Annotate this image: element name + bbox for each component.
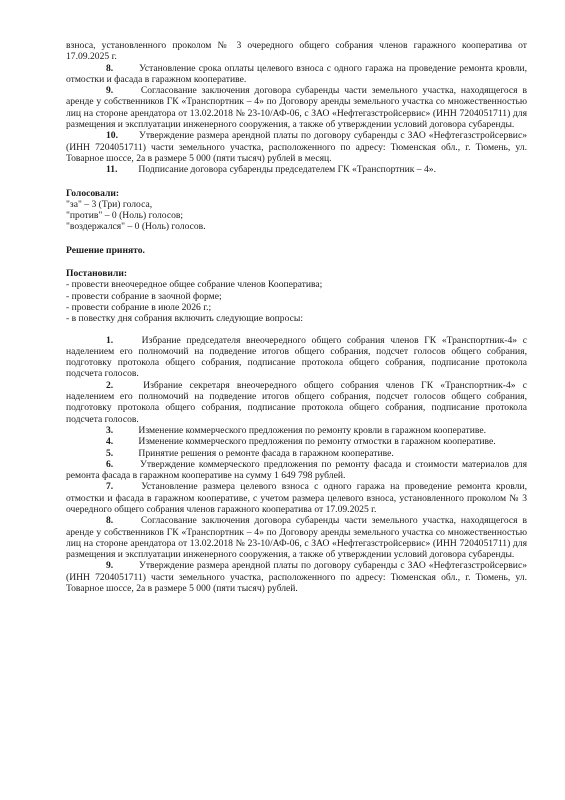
resolved-list xyxy=(66,279,527,324)
agenda-item-number: 8. xyxy=(106,515,114,527)
agenda-item-number: 4. xyxy=(106,436,114,448)
agenda-item-text: Избрание председателя внеочередного общего собрания членов ГК «Транспортник-4» с наделением его полномочий на подведение итогов общего собрания, подсчет голосов общего собрания, подготовку протокола общего собрания, подписание протокола общего собрания, подписание протокола подсчета голосов. xyxy=(66,334,527,380)
agenda-item-text: Установление размера целевого взноса с одного гаража на проведение ремонта кровли, отмостки и фасада в гаражном кооперативе, с учетом размера целевого взноса, установленного проколом № 3 очередного общего собрания членов гаражного кооператива от 17.09.2025 г. xyxy=(66,481,527,515)
agenda-item-number: 7. xyxy=(106,481,114,493)
agenda-item-number: 11. xyxy=(106,164,118,176)
agenda-item-text: Утверждение размера арендной платы по договору субаренды с ЗАО «Нефтегазстройсервис» (ИНН 7204051711) части земельного участка, расположенного по адресу: Тюменская обл., г. Тюмень, ул. Товарное шоссе, 2а в размере 5 000 (пяти тысяч) рублей в месяц. xyxy=(66,130,527,164)
resolved-line: - в повестку дня собрания включить следующие вопросы: xyxy=(66,313,303,325)
agenda-item xyxy=(66,164,527,175)
resolved-line: - провести внеочередное общее собрание членов Кооператива; xyxy=(66,279,323,291)
agenda-item xyxy=(66,436,527,447)
agenda-item-number: 3. xyxy=(106,424,114,436)
continuation-paragraph: взноса, установленного проколом № 3 очередного общего собрания членов гаражного кооператива от 17.09.2025 г. xyxy=(66,40,527,63)
resolved-title: Постановили: xyxy=(66,268,128,280)
agenda-item-number: 9. xyxy=(106,85,114,97)
agenda-item-text: Согласование заключения договора субаренды части земельного участка, находящегося в аренде у собственников ГК «Транспортник – 4» по Договору аренды земельного участка со множественностью лиц на стороне арендатора от 13.02.2018 № 23-10/АФ-06, с ЗАО «Нефтегазстройсервис» (ИНН 7204051711) для размещения и эксплуатации инженерного сооружения, а также об утверждении условий договора субаренды. xyxy=(66,515,527,561)
agenda-item-number: 8. xyxy=(106,62,114,74)
agenda-item xyxy=(66,459,527,482)
agenda-item-text: Согласование заключения договора субаренды части земельного участка, находящегося в аренде у собственников ГК «Транспортник – 4» по Договору аренды земельного участка со множественностью лиц на стороне арендатора от 13.02.2018 № 23-10/АФ-06, с ЗАО «Нефтегазстройсервис» (ИНН 7204051711) для размещения и эксплуатации инженерного сооружения, а также об утверждении условий договора субаренды. xyxy=(66,85,527,131)
vote-abstain: "воздержался" – 0 (Ноль) голосов. xyxy=(66,221,206,233)
agenda-item-number: 6. xyxy=(106,458,114,470)
agenda-item-number: 2. xyxy=(106,379,114,391)
agenda-item-text: Утверждение коммерческого предложения по ремонту фасада и стоимости материалов для ремонта фасада в гаражном кооперативе на сумму 1 649 798 рублей. xyxy=(66,458,527,482)
resolved-line: - провести собрание в заочной форме; xyxy=(66,290,222,302)
agenda-item xyxy=(66,130,527,164)
vote-against: "против" – 0 (Ноль) голосов; xyxy=(66,210,184,222)
agenda-item xyxy=(66,481,527,515)
agenda-item xyxy=(66,560,527,594)
decision-statement: Решение принято. xyxy=(66,244,145,256)
agenda-item-text: Подписание договора субаренды председателем ГК «Транспортник – 4». xyxy=(136,164,436,176)
agenda-item xyxy=(66,85,527,130)
agenda-list-first xyxy=(66,63,527,176)
agenda-item-number: 10. xyxy=(106,130,118,142)
agenda-item-number: 5. xyxy=(106,447,114,459)
resolved-line: - провести собрание в июле 2026 г.; xyxy=(66,301,212,313)
agenda-item-text: Принятие решения о ремонте фасада в гаражном кооперативе. xyxy=(136,447,394,459)
agenda-item xyxy=(66,448,527,459)
agenda-item xyxy=(66,515,527,560)
agenda-item-text: Изменение коммерческого предложения по ремонту отмостки в гаражном кооперативе. xyxy=(136,436,496,448)
agenda-item-text: Избрание секретаря внеочередного общего собрания членов ГК «Транспортник-4» с наделением его полномочий на подведение итогов общего собрания, подсчет голосов общего собрания, подготовку протокола общего собрания, подписание протокола общего собрания, подписание протокола подсчета голосов. xyxy=(66,379,527,425)
vote-for: "за" – 3 (Три) голоса, xyxy=(66,198,153,210)
agenda-item-text: Изменение коммерческого предложения по ремонту кровли в гаражном кооперативе. xyxy=(136,424,487,436)
agenda-item-text: Утверждение размера арендной платы по договору субаренды с ЗАО «Нефтегазстройсервис» (ИНН 7204051711) части земельного участка, расположенного по адресу: Тюменская обл., г. Тюмень, ул. Товарное шоссе, 2а в размере 5 000 (пяти тысяч) рублей. xyxy=(66,560,527,595)
agenda-item xyxy=(66,63,527,86)
voting-title: Голосовали: xyxy=(66,187,120,199)
agenda-item xyxy=(66,425,527,436)
agenda-item-number: 1. xyxy=(106,334,114,346)
agenda-item xyxy=(66,335,527,380)
agenda-item xyxy=(66,380,527,425)
agenda-item-text: Установление срока оплаты целевого взноса с одного гаража на проведение ремонта кровли, отмостки и фасада в гаражном кооперативе. xyxy=(66,62,527,85)
agenda-list-second xyxy=(66,335,527,595)
agenda-item-number: 9. xyxy=(106,560,114,572)
